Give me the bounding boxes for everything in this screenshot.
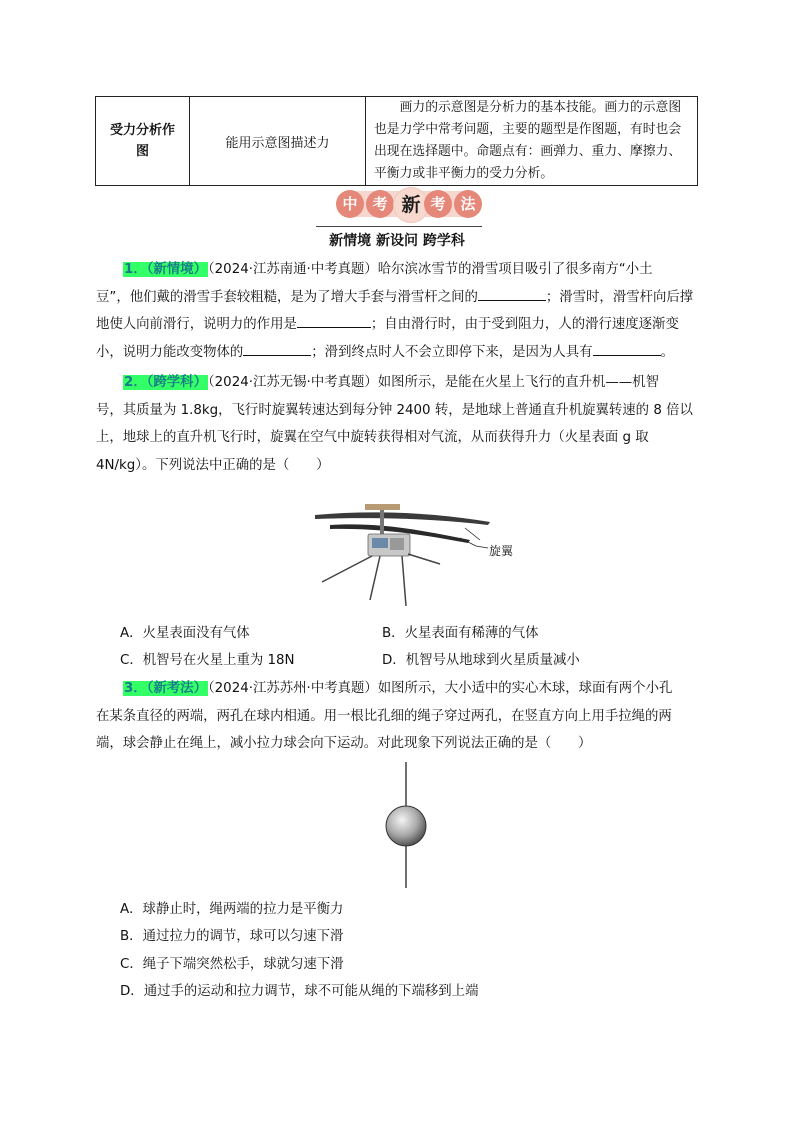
rotor-blade-top xyxy=(315,512,490,525)
q2-text: 号，其质量为 1.8kg，飞行时旋翼转速达到每分钟 2400 转，是地球上普通直升机旋翼转速的 8 倍以 xyxy=(96,402,693,418)
desc-line: 力、摩擦力、平衡力或非平衡力的受力分析。 xyxy=(374,144,682,181)
question-tag: 1．（新情境） xyxy=(124,262,207,277)
wooden-ball xyxy=(386,806,426,846)
q1-text: 豆”，他们戴的滑雪手套较粗糙，是为了增大手套与滑雪杆之间的 xyxy=(96,289,478,305)
q1-text: 。 xyxy=(660,344,674,360)
banner-subtitle: 新情境 新设问 跨学科 xyxy=(329,233,465,249)
q1-text: （2024·江苏南通·中考真题）哈尔滨冰雪节的滑雪项目吸引了很多南方“小土 xyxy=(207,262,653,277)
rotor-label: 旋翼 xyxy=(489,544,514,558)
question-2 xyxy=(96,369,699,479)
q2-text: 上，地球上的直升机飞行时，旋翼在空气中旋转获得相对气流，从而获得升力（火星表面 g 取 xyxy=(96,430,649,446)
q3-text: 在某条直径的两端，两孔在球内相通。用一根比孔细的绳子穿过两孔，在竖直方向上用手拉绳的两 xyxy=(96,708,672,724)
option-b[interactable]: B．火星表面有稀薄的气体 xyxy=(382,626,539,641)
table-cell-description xyxy=(366,97,698,186)
label-pointer xyxy=(465,528,480,540)
q1-text: ；自由滑行时，由于受到阻力，人的滑行速度逐渐变 xyxy=(370,317,679,333)
landing-leg xyxy=(370,556,380,600)
banner-char: 考 xyxy=(366,190,394,218)
question-1 xyxy=(96,256,699,366)
ball-rope-figure xyxy=(380,760,440,890)
topic-line-1: 受力分析作 xyxy=(109,123,175,138)
option-c[interactable]: C．机智号在火星上重为 18N xyxy=(120,653,295,668)
body-panel xyxy=(390,538,404,550)
table-cell-requirement: 能用示意图描述力 xyxy=(190,97,366,186)
topic-table xyxy=(95,96,698,186)
desc-line: 画力的示意图是分析力的基本技能。画力的示 xyxy=(399,100,656,115)
landing-leg xyxy=(322,556,372,582)
section-banner xyxy=(332,186,484,222)
option-d[interactable]: D．机智号从地球到火星质量减小 xyxy=(382,653,580,668)
option-b[interactable]: B．通过拉力的调节，球可以匀速下滑 xyxy=(120,929,344,944)
banner-char-highlight: 新 xyxy=(393,187,429,223)
table-row xyxy=(96,97,698,186)
banner-char: 考 xyxy=(424,190,452,218)
option-a[interactable]: A．球静止时，绳两端的拉力是平衡力 xyxy=(120,902,344,917)
landing-leg xyxy=(408,554,440,564)
question-tag: 3．（新考法） xyxy=(124,681,207,696)
answer-blank[interactable] xyxy=(243,341,311,356)
topic-line-2: 图 xyxy=(135,144,149,159)
banner-char: 中 xyxy=(336,190,364,218)
q2-text: （2024·江苏无锡·中考真题）如图所示，是能在火星上飞行的直升机——机智 xyxy=(207,375,659,390)
desc-line: 意图也是力学中常考问题，主要的题型是作图题， xyxy=(374,100,682,137)
q1-text: ；滑雪时，滑雪杆向后撑 xyxy=(545,289,694,305)
desc-line: 有时也会出现在选择题中。命题点有：画弹力、重 xyxy=(374,122,682,159)
mast xyxy=(380,510,384,534)
q1-text: 小，说明力能改变物体的 xyxy=(96,344,244,360)
q2-text: 4N/kg）。下列说法中正确的是（ ） xyxy=(96,457,330,473)
answer-blank[interactable] xyxy=(593,341,661,356)
answer-blank[interactable] xyxy=(478,286,546,301)
table-cell-topic xyxy=(96,97,190,186)
question-3 xyxy=(96,675,699,758)
banner-divider xyxy=(316,226,482,227)
question-tag: 2．（跨学科） xyxy=(124,375,207,390)
solar-panel xyxy=(365,504,400,510)
q3-text: （2024·江苏苏州·中考真题）如图所示，大小适中的实心木球，球面有两个小孔 xyxy=(207,681,673,696)
answer-blank[interactable] xyxy=(297,313,371,328)
option-c[interactable]: C．绳子下端突然松手，球就匀速下滑 xyxy=(120,957,344,972)
option-d[interactable]: D．通过手的运动和拉力调节，球不可能从绳的下端移到上端 xyxy=(120,984,479,999)
helicopter-figure xyxy=(310,500,510,610)
landing-leg xyxy=(402,556,406,606)
option-a[interactable]: A．火星表面没有气体 xyxy=(120,626,250,641)
q1-text: ；滑到终点时人不会立即停下来，是因为人具有 xyxy=(311,344,593,360)
body-panel xyxy=(372,538,388,548)
banner-char: 法 xyxy=(454,190,482,218)
q3-text: 端，球会静止在绳上，减小拉力球会向下运动。对此现象下列说法正确的是（ ） xyxy=(96,736,592,752)
q1-text: 地使人向前滑行，说明力的作用是 xyxy=(96,317,297,333)
